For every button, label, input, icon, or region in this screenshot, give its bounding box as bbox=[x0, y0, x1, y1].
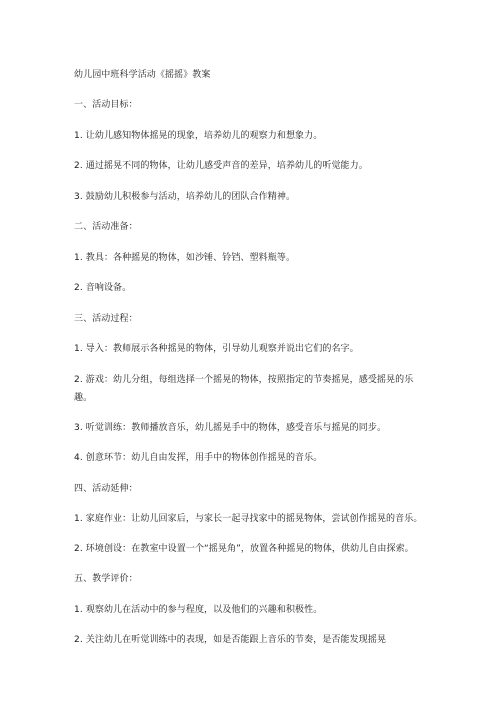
section-heading-preparation: 二、活动准备： bbox=[74, 222, 138, 232]
list-item: 2. 游戏：幼儿分组，每组选择一个摇晃的物体，按照指定的节奏摇晃，感受摇晃的乐趣。 bbox=[74, 374, 414, 403]
section-heading-goals: 一、活动目标： bbox=[74, 100, 138, 110]
document-title: 幼儿园中班科学活动《摇摇》教案 bbox=[74, 70, 211, 80]
list-item: 1. 观察幼儿在活动中的参与程度，以及他们的兴趣和积极性。 bbox=[74, 604, 323, 615]
section-heading-extension: 四、活动延伸： bbox=[74, 483, 138, 494]
list-item: 2. 环境创设：在教室中设置一个“摇晃角”，放置各种摇晃的物体，供幼儿自由探索。 bbox=[74, 544, 414, 554]
list-item: 2. 通过摇晃不同的物体，让幼儿感受声音的差异，培养幼儿的听觉能力。 bbox=[74, 161, 368, 171]
list-item: 1. 让幼儿感知物体摇晃的现象，培养幼儿的观察力和想象力。 bbox=[74, 130, 323, 141]
list-item: 2. 音响设备。 bbox=[74, 283, 132, 293]
list-item: 3. 听觉训练：教师播放音乐，幼儿摇晃手中的物体，感受音乐与摇晃的同步。 bbox=[74, 422, 387, 433]
list-item: 1. 教具：各种摇晃的物体，如沙锤、铃铛、塑料瓶等。 bbox=[74, 252, 296, 263]
list-item: 4. 创意环节：幼儿自由发挥，用手中的物体创作摇晃的音乐。 bbox=[74, 453, 323, 463]
list-item: 3. 鼓励幼儿积极参与活动，培养幼儿的团队合作精神。 bbox=[74, 191, 296, 202]
list-item: 1. 导入：教师展示各种摇晃的物体，引导幼儿观察并说出它们的名字。 bbox=[74, 344, 359, 354]
list-item: 2. 关注幼儿在听觉训练中的表现，如是否能跟上音乐的节奏，是否能发现摇晃 bbox=[74, 635, 387, 645]
document-body bbox=[74, 66, 430, 662]
section-heading-process: 三、活动过程： bbox=[74, 313, 138, 324]
section-heading-evaluation: 五、教学评价： bbox=[74, 574, 138, 584]
list-item: 1. 家庭作业：让幼儿回家后，与家长一起寻找家中的摇晃物体，尝试创作摇晃的音乐。 bbox=[74, 514, 423, 524]
